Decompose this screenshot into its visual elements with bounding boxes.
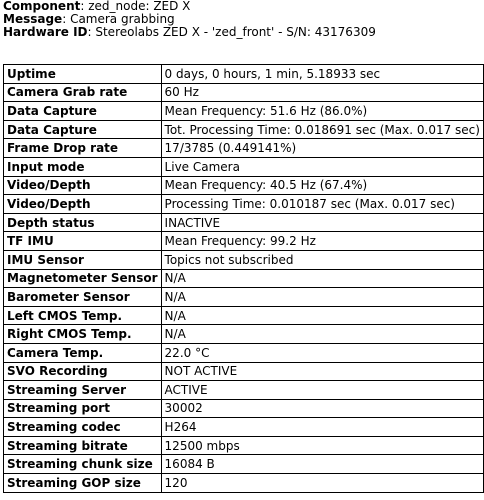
row-value: ACTIVE	[161, 381, 483, 400]
table-row	[4, 474, 484, 493]
table-row	[4, 120, 484, 139]
row-value: Mean Frequency: 51.6 Hz (86.0%)	[161, 102, 483, 121]
row-value: N/A	[161, 288, 483, 307]
row-value: Processing Time: 0.010187 sec (Max. 0.017 sec)	[161, 195, 483, 214]
row-key: Video/Depth	[4, 176, 162, 195]
message-label: Message	[3, 12, 63, 26]
row-value: Mean Frequency: 40.5 Hz (67.4%)	[161, 176, 483, 195]
row-value: N/A	[161, 269, 483, 288]
row-key: TF IMU	[4, 232, 162, 251]
hardware-id-line: Hardware ID: Stereolabs ZED X - 'zed_front' - S/N: 43176309	[3, 25, 376, 39]
row-value: H264	[161, 418, 483, 437]
row-value: N/A	[161, 306, 483, 325]
row-value: INACTIVE	[161, 213, 483, 232]
row-value: N/A	[161, 325, 483, 344]
row-key: IMU Sensor	[4, 250, 162, 269]
table-row	[4, 455, 484, 474]
table-row	[4, 418, 484, 437]
table-row	[4, 176, 484, 195]
table-row	[4, 399, 484, 418]
table-row	[4, 269, 484, 288]
row-value: Live Camera	[161, 157, 483, 176]
row-key: Video/Depth	[4, 195, 162, 214]
row-key: Streaming chunk size	[4, 455, 162, 474]
message-line: Message: Camera grabbing	[3, 12, 175, 26]
component-line: Component: zed_node: ZED X	[3, 0, 191, 13]
row-key: Depth status	[4, 213, 162, 232]
table-row	[4, 157, 484, 176]
row-key: Camera Temp.	[4, 343, 162, 362]
row-value: Mean Frequency: 99.2 Hz	[161, 232, 483, 251]
table-row	[4, 213, 484, 232]
row-key: Data Capture	[4, 120, 162, 139]
row-key: Frame Drop rate	[4, 139, 162, 158]
row-key: Left CMOS Temp.	[4, 306, 162, 325]
row-key: Streaming bitrate	[4, 436, 162, 455]
row-key: Right CMOS Temp.	[4, 325, 162, 344]
message-value: Camera grabbing	[70, 12, 175, 26]
row-value: 22.0 °C	[161, 343, 483, 362]
row-value: 60 Hz	[161, 83, 483, 102]
diagnostics-table	[3, 64, 484, 493]
table-row	[4, 102, 484, 121]
row-key: Streaming port	[4, 399, 162, 418]
table-row	[4, 232, 484, 251]
row-key: Streaming codec	[4, 418, 162, 437]
row-value: Topics not subscribed	[161, 250, 483, 269]
row-key: SVO Recording	[4, 362, 162, 381]
table-row	[4, 139, 484, 158]
row-key: Input mode	[4, 157, 162, 176]
component-value: zed_node: ZED X	[88, 0, 191, 13]
table-row	[4, 362, 484, 381]
row-value: NOT ACTIVE	[161, 362, 483, 381]
row-key: Magnetometer Sensor	[4, 269, 162, 288]
table-row	[4, 343, 484, 362]
row-key: Barometer Sensor	[4, 288, 162, 307]
table-row	[4, 381, 484, 400]
table-row	[4, 83, 484, 102]
row-key: Camera Grab rate	[4, 83, 162, 102]
row-value: 12500 mbps	[161, 436, 483, 455]
table-row	[4, 436, 484, 455]
row-value: 16084 B	[161, 455, 483, 474]
table-row	[4, 325, 484, 344]
table-row	[4, 195, 484, 214]
row-key: Data Capture	[4, 102, 162, 121]
diagnostics-table-body	[4, 65, 484, 493]
row-key: Streaming Server	[4, 381, 162, 400]
row-value: 30002	[161, 399, 483, 418]
row-value: 0 days, 0 hours, 1 min, 5.18933 sec	[161, 65, 483, 84]
diagnostic-header	[3, 0, 376, 39]
component-label: Component	[3, 0, 81, 13]
hardware-id-label: Hardware ID	[3, 25, 88, 39]
row-key: Streaming GOP size	[4, 474, 162, 493]
row-value: 17/3785 (0.449141%)	[161, 139, 483, 158]
table-row	[4, 65, 484, 84]
row-key: Uptime	[4, 65, 162, 84]
table-row	[4, 306, 484, 325]
table-row	[4, 288, 484, 307]
row-value: Tot. Processing Time: 0.018691 sec (Max. 0.017 sec)	[161, 120, 483, 139]
table-row	[4, 250, 484, 269]
hardware-id-value: Stereolabs ZED X - 'zed_front' - S/N: 43176309	[95, 25, 376, 39]
row-value: 120	[161, 474, 483, 493]
